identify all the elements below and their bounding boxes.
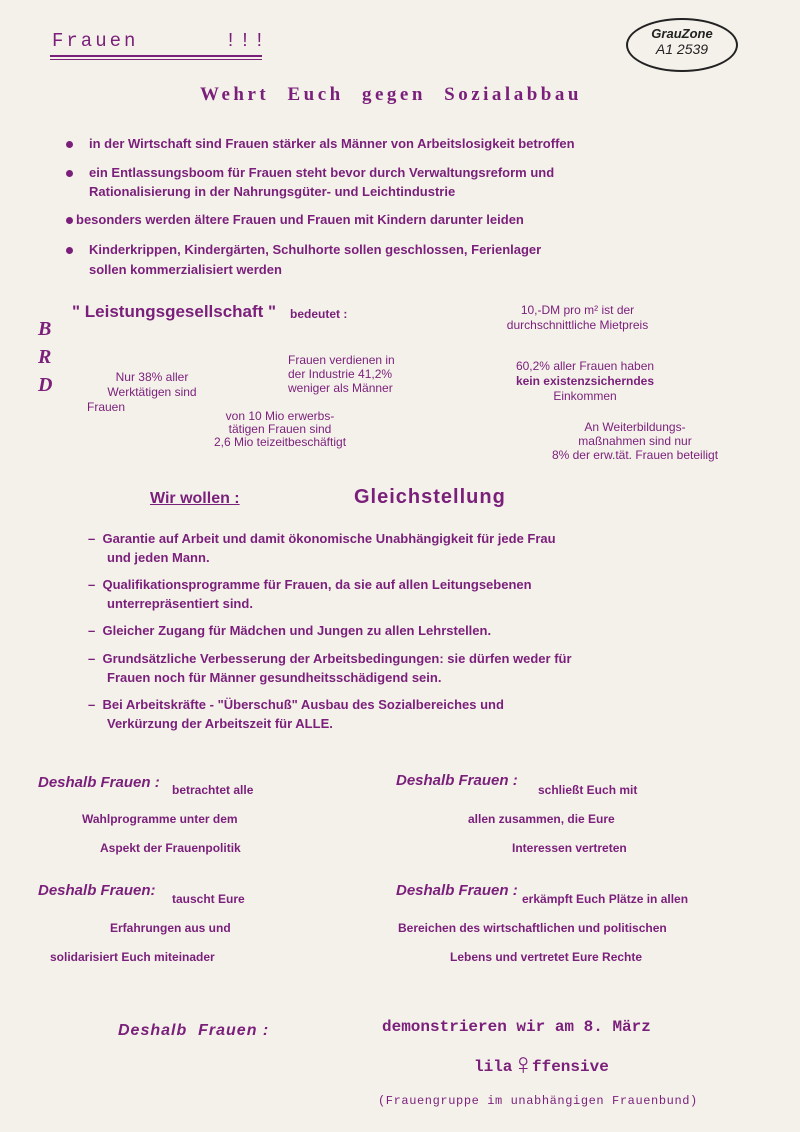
wollen-text: Grundsätzliche Verbesserung der Arbeitsbedingungen: sie dürfen weder für xyxy=(102,651,572,666)
wollen-item xyxy=(88,697,708,743)
wollen-item-line xyxy=(88,531,708,546)
bullet-text: in der Wirtschaft sind Frauen stärker als Männer von Arbeitslosigkeit betroffen xyxy=(89,136,575,151)
fact-line: durchschnittliche Mietpreis xyxy=(506,318,649,332)
deshalb-block-1 xyxy=(52,776,292,863)
fact-line: kein existenzsicherndes xyxy=(515,374,655,388)
fact-line: Frauen verdienen in xyxy=(288,353,395,367)
wollen-item-line xyxy=(88,697,708,712)
deshalb-line: allen zusammen, die Eure xyxy=(468,812,615,826)
venus-icon: ♀ xyxy=(512,1048,535,1081)
wollen-text: Gleicher Zugang für Mädchen und Jungen zu allen Lehrstellen. xyxy=(102,623,492,638)
bullet-dot xyxy=(66,247,73,254)
dash-icon: – xyxy=(88,623,96,638)
wollen-list xyxy=(88,531,708,743)
deshalb-line: schließt Euch mit xyxy=(538,783,638,797)
deshalb-block-2 xyxy=(440,776,700,863)
footer-label: Deshalb Frauen : xyxy=(118,1022,270,1039)
wollen-text: Bei Arbeitskräfte - "Überschuß" Ausbau des Sozialbereiches und xyxy=(102,697,504,712)
title-underline-2 xyxy=(50,59,262,60)
deshalb-line: betrachtet alle xyxy=(172,783,254,797)
bullet-dot xyxy=(66,141,73,148)
fact-miete xyxy=(470,303,685,333)
fact-line: von 10 Mio erwerbs- xyxy=(225,409,335,423)
fact-line: weniger als Männer xyxy=(288,381,393,395)
fact-weiterbildung xyxy=(515,420,755,462)
deshalb-label: Deshalb Frauen : xyxy=(396,772,518,789)
archive-stamp xyxy=(626,18,738,72)
wollen-item xyxy=(88,577,708,623)
fact-line: 2,6 Mio teizeitbeschäftigt xyxy=(213,435,347,449)
wollen-item-cont: unterrepräsentiert sind. xyxy=(107,596,253,611)
wollen-item-line xyxy=(88,623,708,638)
fact-teilzeit xyxy=(180,410,380,449)
deshalb-label: Deshalb Frauen : xyxy=(396,882,518,899)
dash-icon: – xyxy=(88,577,96,592)
wollen-item-cont: Frauen noch für Männer gesundheitsschädigend sein. xyxy=(107,670,442,685)
bullet-text: besonders werden ältere Frauen und Frauen mit Kindern darunter leiden xyxy=(76,212,524,227)
bullet-text-cont: Rationalisierung in der Nahrungsgüter- und Leichtindustrie xyxy=(89,184,456,199)
fact-line: 8% der erw.tät. Frauen beteiligt xyxy=(551,448,719,462)
bullet-dot xyxy=(66,170,73,177)
wollen-label: Wir wollen : xyxy=(150,490,240,507)
fact-line: Einkommen xyxy=(553,389,617,403)
wollen-item-line xyxy=(88,577,708,592)
fact-line: Werktätigen sind xyxy=(107,385,197,399)
deshalb-line: solidarisiert Euch miteinader xyxy=(50,950,215,964)
wollen-item-cont: und jeden Mann. xyxy=(107,550,210,565)
brd-letter: R xyxy=(38,346,52,368)
dash-icon: – xyxy=(88,531,96,546)
deshalb-block-4 xyxy=(398,885,768,972)
deshalb-line: Bereichen des wirtschaftlichen und politischen xyxy=(398,921,667,935)
fact-line: 60,2% aller Frauen haben xyxy=(515,359,655,373)
fact-verdienst xyxy=(288,353,395,395)
wollen-item-line xyxy=(88,651,708,666)
stamp-line1: GrauZone xyxy=(651,26,713,41)
fact-werktaetige xyxy=(87,370,217,415)
fact-line: Nur 38% aller xyxy=(115,370,189,384)
stamp-line2: A1 2539 xyxy=(655,41,709,57)
bullet-text-cont: sollen kommerzialisiert werden xyxy=(89,262,282,277)
deshalb-line: tauscht Eure xyxy=(172,892,245,906)
title-underline xyxy=(50,55,262,57)
footer-org: (Frauengruppe im unabhängigen Frauenbund) xyxy=(378,1094,698,1108)
deshalb-line: Interessen vertreten xyxy=(512,841,627,855)
deshalb-block-3 xyxy=(50,885,310,972)
page-subtitle: Wehrt Euch gegen Sozialabbau xyxy=(200,84,582,105)
deshalb-line: erkämpft Euch Plätze in allen xyxy=(522,892,689,906)
bullet-dot xyxy=(66,217,73,224)
fact-line: tätigen Frauen sind xyxy=(228,422,332,436)
dash-icon: – xyxy=(88,651,96,666)
deshalb-line: Lebens und vertretet Eure Rechte xyxy=(450,950,643,964)
fact-line: Frauen xyxy=(87,400,126,414)
footer-demo: demonstrieren wir am 8. März xyxy=(382,1018,651,1036)
wollen-item xyxy=(88,623,708,651)
dash-icon: – xyxy=(88,697,96,712)
offensive-label: ffensive xyxy=(532,1058,609,1076)
wollen-item xyxy=(88,651,708,697)
wollen-item-cont: Verkürzung der Arbeitszeit für ALLE. xyxy=(107,716,333,731)
page-title: Frauen !!! xyxy=(52,30,269,52)
wollen-item xyxy=(88,531,708,577)
lila-label: lila xyxy=(474,1058,513,1076)
brd-letter: D xyxy=(38,374,53,396)
brd-letter: B xyxy=(38,318,52,340)
wollen-text: Garantie auf Arbeit und damit ökonomische Unabhängigkeit für jede Frau xyxy=(102,531,556,546)
deshalb-line: Wahlprogramme unter dem xyxy=(82,812,238,826)
brd-heading-suffix: bedeutet : xyxy=(290,307,348,321)
deshalb-line: Aspekt der Frauenpolitik xyxy=(100,841,241,855)
bullet-text: ein Entlassungsboom für Frauen steht bevor durch Verwaltungsreform und xyxy=(89,165,555,180)
fact-einkommen xyxy=(490,359,680,404)
wollen-text: Qualifikationsprogramme für Frauen, da sie auf allen Leitungsebenen xyxy=(102,577,532,592)
deshalb-label: Deshalb Frauen : xyxy=(38,774,160,791)
fact-line: 10,-DM pro m² ist der xyxy=(520,303,635,317)
wollen-title: Gleichstellung xyxy=(354,486,506,508)
brd-heading: " Leistungsgesellschaft " xyxy=(72,302,277,321)
deshalb-line: Erfahrungen aus und xyxy=(110,921,231,935)
deshalb-label: Deshalb Frauen: xyxy=(38,882,156,899)
fact-line: der Industrie 41,2% xyxy=(288,367,393,381)
bullet-text: Kinderkrippen, Kindergärten, Schulhorte sollen geschlossen, Ferienlager xyxy=(89,242,542,257)
fact-line: maßnahmen sind nur xyxy=(578,434,692,448)
fact-line: An Weiterbildungs- xyxy=(584,420,686,434)
